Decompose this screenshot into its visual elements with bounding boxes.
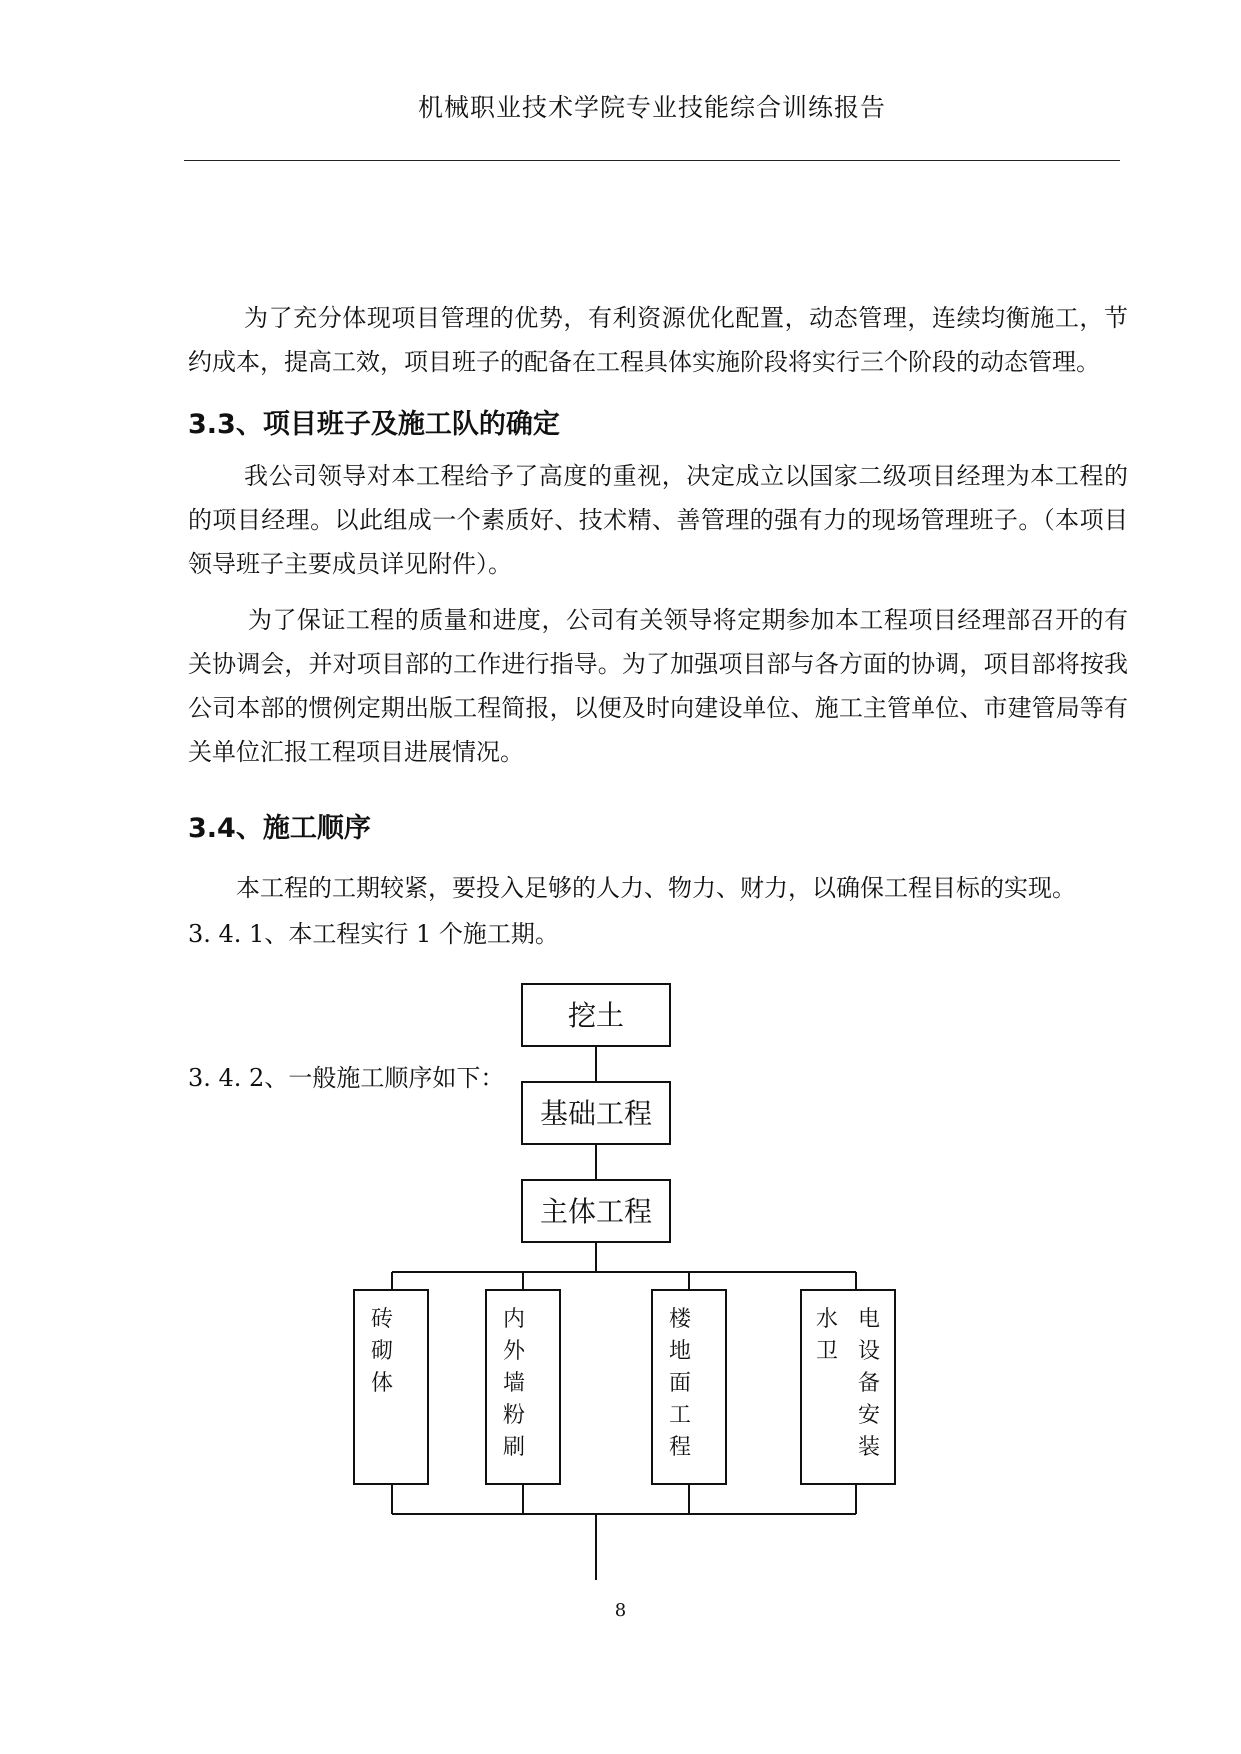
paragraph-1: 为了充分体现项目管理的优势，有利资源优化配置，动态管理，连续均衡施工，节约成本，提高工效，项目班子的配备在工程具体实施阶段将实行三个阶段的动态管理。 (188, 304, 1128, 376)
paragraph-3: 为了保证工程的质量和进度，公司有关领导将定期参加本工程项目经理部召开的有关协调会，并对项目部的工作进行指导。为了加强项目部与各方面的协调，项目部将按我公司本部的惯例定期出版工程简报，以便及时向建设单位、施工主管单位、市建管局等有关单位汇报工程项目进展情况。 (188, 606, 1128, 766)
section-heading-3-4: 3.4、施工顺序 (188, 813, 371, 844)
flow-branch-4-char: 设 (857, 1339, 881, 1364)
flow-branch-3-char: 工 (668, 1403, 692, 1428)
page-number: 8 (614, 1600, 627, 1621)
subsection-3-4-1: 3. 4. 1、本工程实行 1 个施工期。 (188, 920, 559, 948)
flow-branch-2-char: 粉 (502, 1403, 526, 1428)
paragraph-4: 本工程的工期较紧，要投入足够的人力、物力、财力，以确保工程目标的实现。 (236, 874, 1076, 902)
flow-box-label-3: 主体工程 (539, 1195, 653, 1228)
section-heading-3-3: 3.3、项目班子及施工队的确定 (188, 409, 560, 440)
flow-branch-3-char: 面 (668, 1371, 692, 1396)
flow-branch-3-char: 楼 (668, 1307, 692, 1332)
flow-branch-1-char: 砌 (370, 1339, 394, 1364)
flow-branch-1-char: 体 (370, 1371, 394, 1396)
paragraph-2: 我公司领导对本工程给予了高度的重视，决定成立以国家二级项目经理为本工程的的项目经理。以此组成一个素质好、技术精、善管理的强有力的现场管理班子。（本项目领导班子主要成员详见附件）。 (188, 462, 1128, 578)
subsection-3-4-2: 3. 4. 2、一般施工顺序如下： (188, 1064, 505, 1092)
flow-branch-3-char: 地 (668, 1339, 692, 1364)
flow-branch-1-char: 砖 (370, 1307, 394, 1332)
flow-branch-3-char: 程 (668, 1435, 692, 1460)
flow-branch-4-char: 电 (857, 1307, 881, 1332)
flow-branch-2-char: 内 (502, 1307, 526, 1332)
flow-branch-2-char: 外 (502, 1339, 526, 1364)
flow-branch-2-char: 刷 (502, 1435, 526, 1460)
flow-branch-4-char: 备 (857, 1371, 881, 1396)
flow-branch-4-char: 安 (857, 1403, 881, 1428)
flow-branch-4-char: 装 (857, 1435, 881, 1460)
flow-branch-4-char: 水 (815, 1307, 839, 1332)
flow-branch-4-char: 卫 (815, 1339, 839, 1364)
flow-branch-2-char: 墙 (502, 1371, 526, 1396)
flow-box-label-2: 基础工程 (539, 1097, 653, 1130)
page-header-title: 机械职业技术学院专业技能综合训练报告 (417, 93, 886, 122)
flow-box-label-1: 挖土 (567, 999, 625, 1032)
